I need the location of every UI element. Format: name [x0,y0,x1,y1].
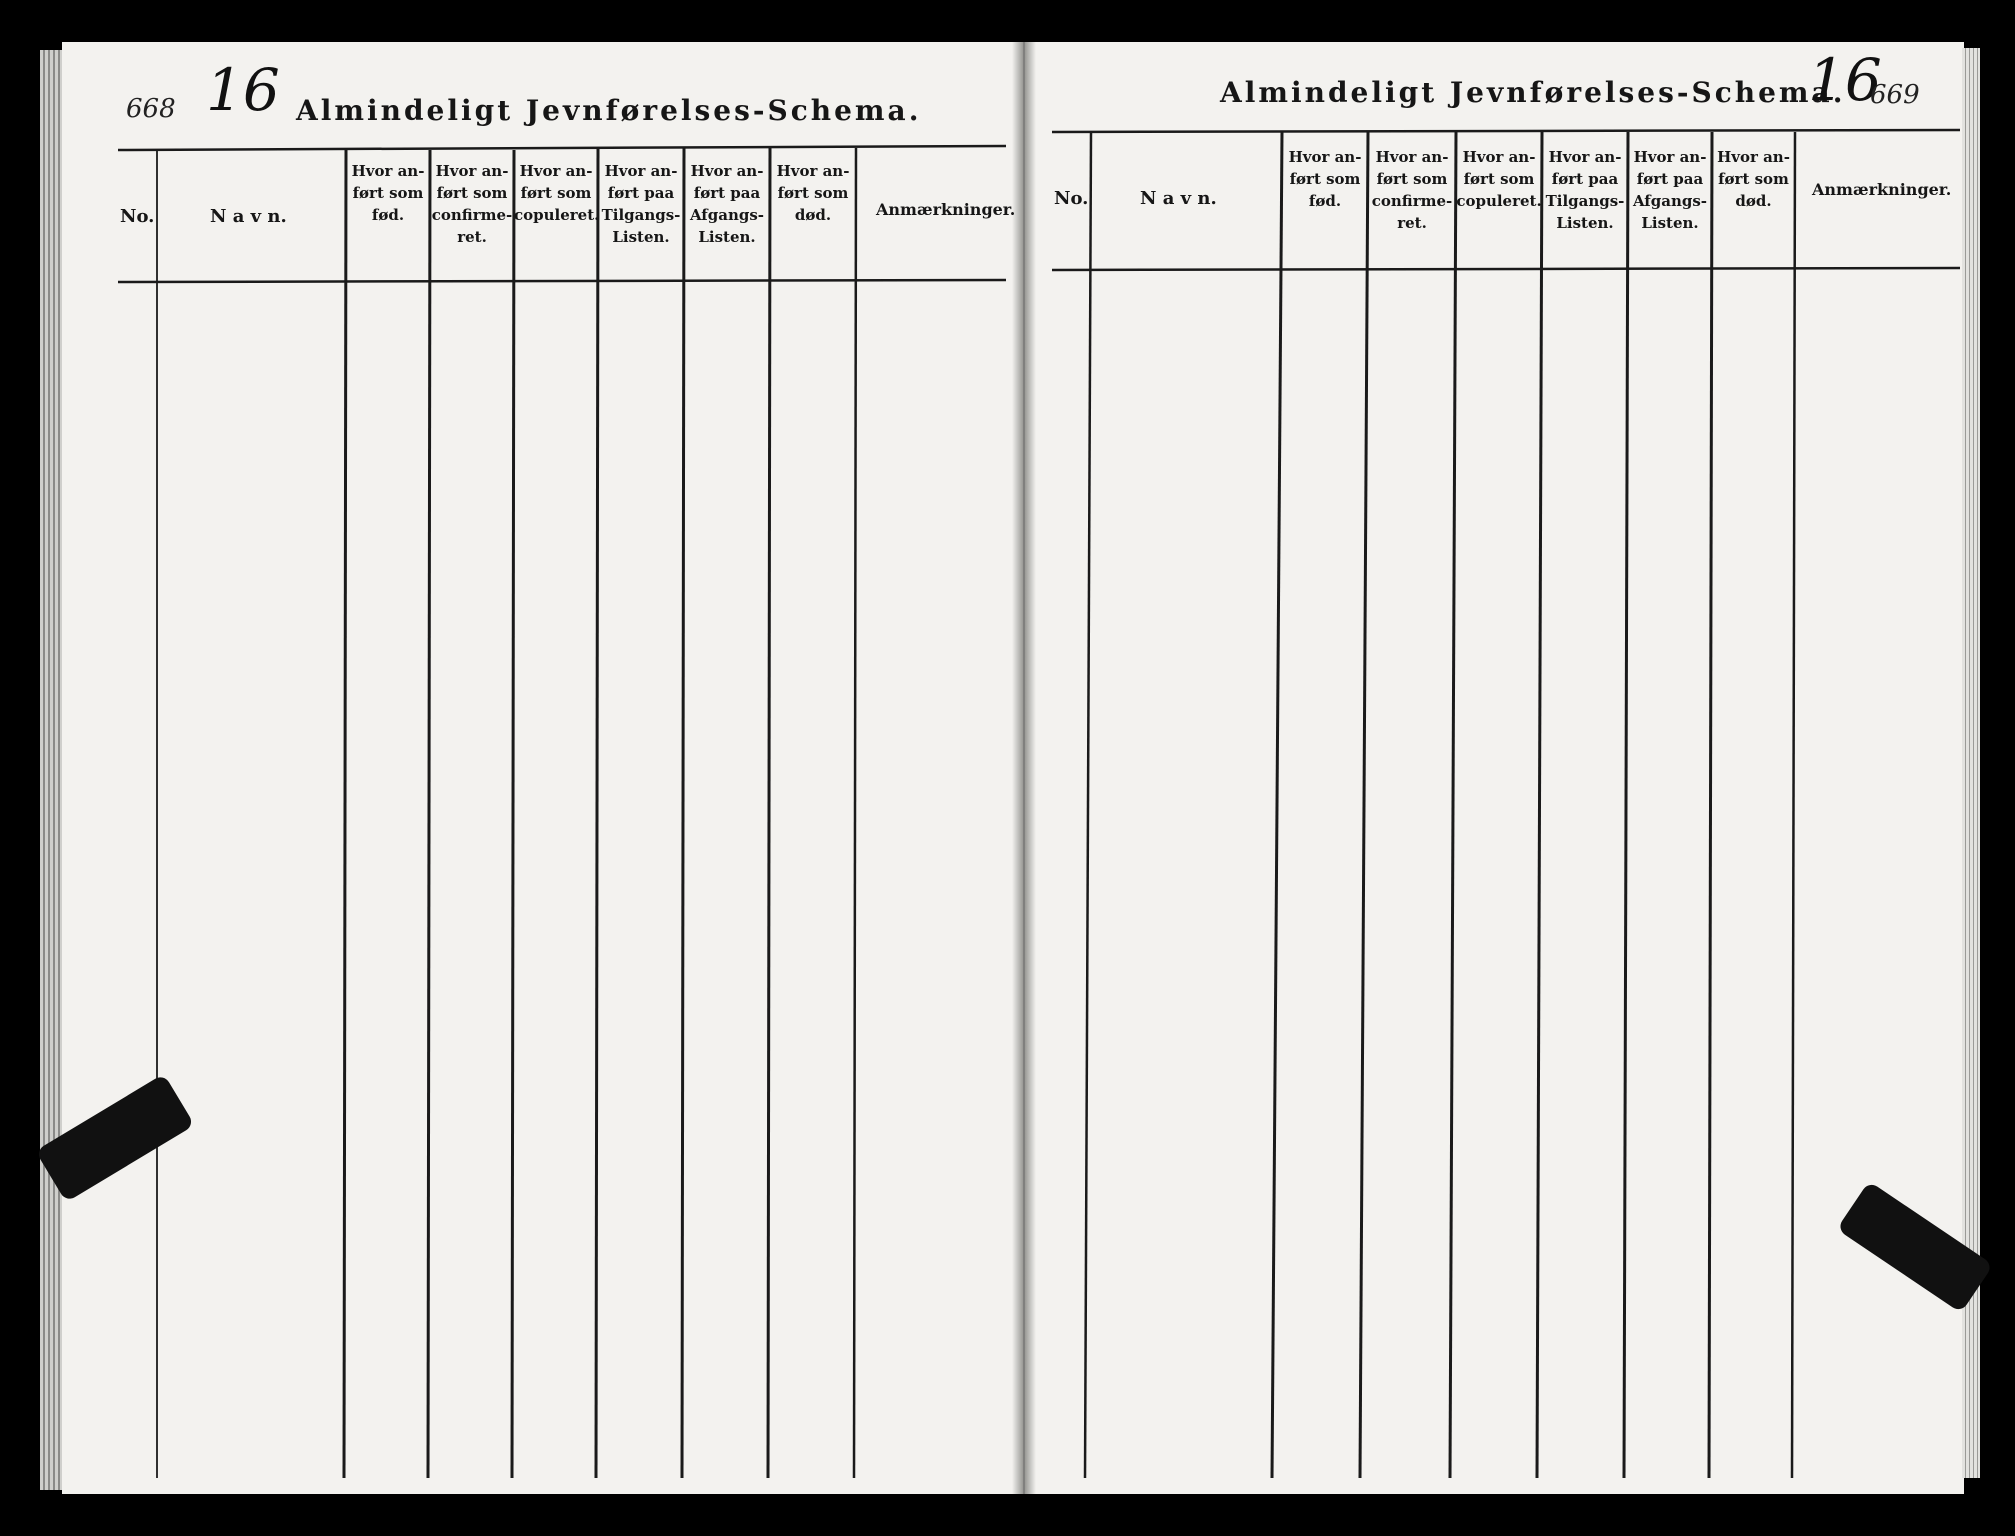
left-col-remarks: Anmærkninger. [876,200,1016,219]
right-col-born: Hvor an- ført som fød. [1288,148,1362,210]
right-col-name: N a v n. [1140,188,1217,209]
right-col-departures: Hvor an- ført paa Afgangs- Listen. [1632,148,1708,232]
right-col-married: Hvor an- ført som copuleret. [1456,148,1542,210]
left-folio-mark: 16 [206,56,280,124]
left-page-title: Almindeligt Jevnførelses-Schema. [296,94,922,127]
left-col-no: No. [120,206,155,227]
right-page-title: Almindeligt Jevnførelses-Schema. [1220,76,1846,109]
left-col-departures: Hvor an- ført paa Afgangs- Listen. [689,162,765,246]
right-col-arrivals: Hvor an- ført paa Tilgangs- Listen. [1545,148,1625,232]
left-col-arrivals: Hvor an- ført paa Tilgangs- Listen. [601,162,681,246]
right-col-no: No. [1054,188,1089,209]
left-col-born: Hvor an- ført som fød. [351,162,425,224]
left-col-name: N a v n. [210,206,287,227]
right-col-remarks: Anmærkninger. [1812,180,1952,199]
left-col-married: Hvor an- ført som copuleret. [514,162,600,224]
right-col-died: Hvor an- ført som død. [1717,148,1790,210]
left-col-confirmed: Hvor an- ført som confirme- ret. [431,162,513,246]
left-col-died: Hvor an- ført som død. [776,162,850,224]
right-folio-mark: 16 [1808,46,1882,114]
right-col-confirmed: Hvor an- ført som confirme- ret. [1371,148,1453,232]
left-page-number: 668 [126,94,176,124]
right-page-number: 669 [1870,80,1920,110]
